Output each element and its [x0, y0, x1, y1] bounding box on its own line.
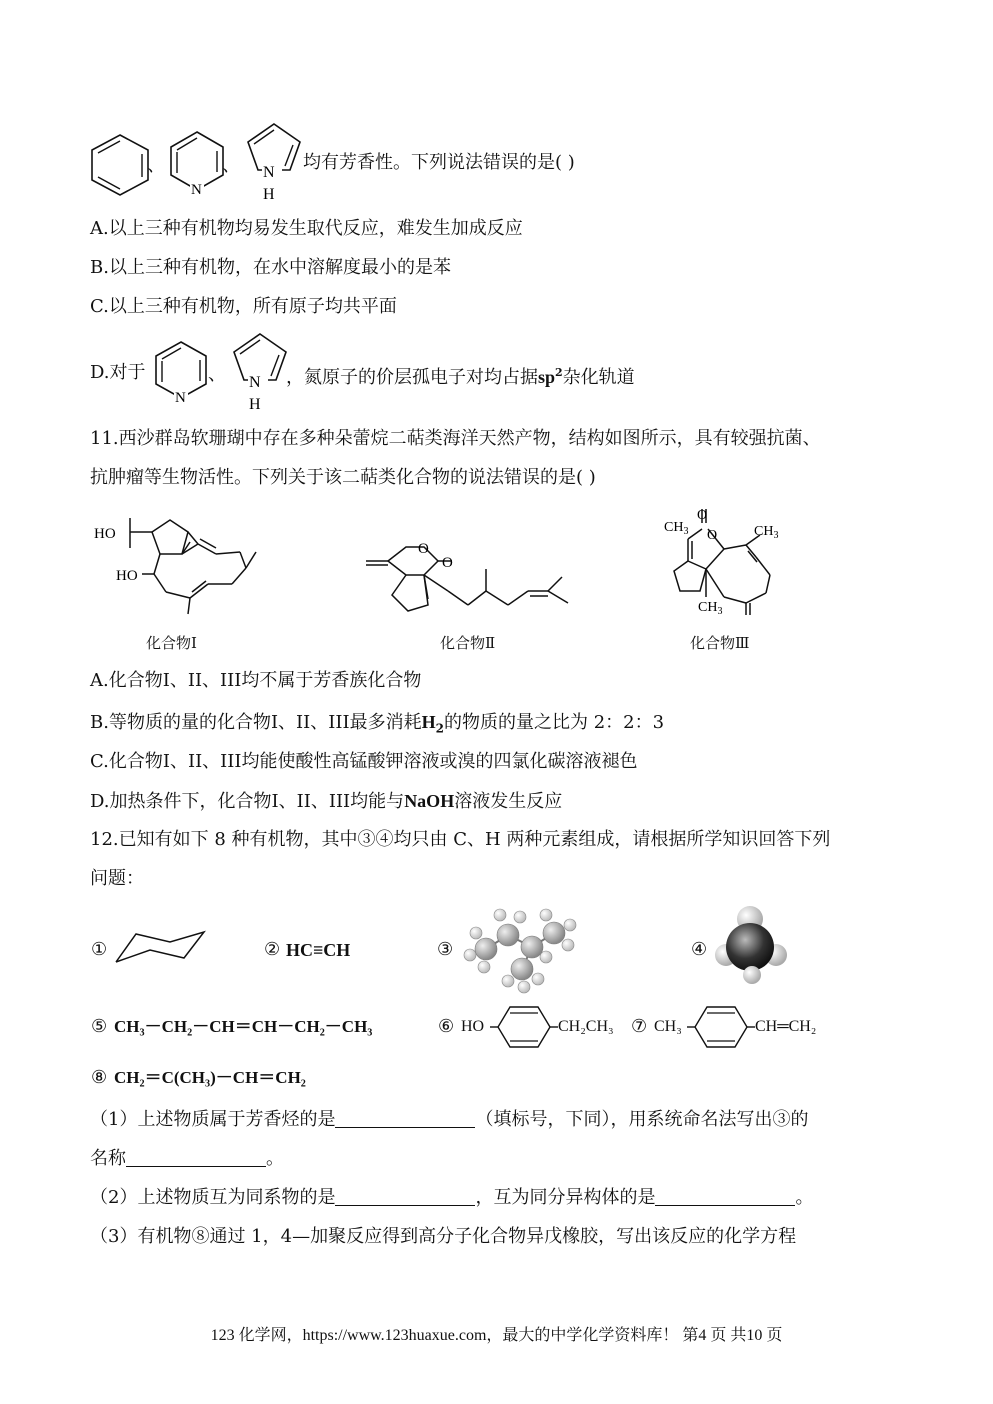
pyrrole-structure [244, 120, 306, 204]
ball-stick-model [462, 903, 580, 993]
q10-option-d-text-a: ，氮原子的价层孤电子对均占据 [286, 367, 538, 388]
item-1-number: ① [91, 939, 108, 960]
item-4-number: ④ [691, 939, 708, 960]
q12-sub2-text-b: ，互为同分异构体的是 [475, 1187, 656, 1208]
q12-stem-line2: 问题： [90, 868, 144, 889]
isoprene-formula: CH₂＝C(CH₃)－CH＝CH₂ [114, 1068, 306, 1087]
ethylphenol-ho: HO [461, 1018, 485, 1035]
compound-ii-o-carbonyl: O [442, 555, 453, 571]
q11-stem-line2: 抗肿瘤等生物活性。下列关于该二萜类化合物的说法错误的是( ) [90, 467, 596, 488]
compound-iii-ch3-b: CH [754, 524, 774, 539]
pyrrole-d-h-atom: H [249, 396, 261, 413]
compound-ii-label: 化合物Ⅱ [440, 634, 496, 652]
compound-i-ho-2: HO [116, 568, 138, 584]
sp-hybrid: sp [538, 367, 556, 387]
q10-option-c: C.以上三种有机物，所有原子均共平面 [90, 296, 397, 317]
compound-iii-o-carbonyl: O [697, 508, 708, 523]
compound-iii-structure [662, 505, 812, 620]
item-3-number: ③ [437, 939, 454, 960]
q11-option-b [90, 711, 664, 740]
item-5-number: ⑤ [91, 1016, 108, 1037]
h2-formula: H [421, 712, 436, 732]
compound-i-ho-1: HO [94, 526, 116, 542]
compound-ii-o-ring: O [418, 541, 429, 557]
item-2-number: ② [264, 939, 281, 960]
q11-stem-line1: 11.西沙群岛软珊瑚中存在多种朵蕾烷二萜类海洋天然产物，结构如图所示，具有较强抗菌、 [90, 428, 821, 449]
answer-blank-isomers[interactable] [655, 1187, 795, 1206]
methylstyrene-ch3: CH₃ [654, 1018, 682, 1035]
svg-text:CH3: $CH_3$ [664, 520, 689, 537]
space-filling-model [712, 903, 794, 985]
compound-iii-ch3-c: CH [698, 600, 718, 615]
q12-sub1-text-a: （1）上述物质属于芳香烃的是 [90, 1109, 336, 1130]
naoh-formula: NaOH [404, 791, 455, 811]
q11-option-d-text-b: 溶液发生反应 [454, 791, 563, 812]
sp-hybrid-sup: 2 [555, 366, 563, 379]
q10-option-d-text-b: 杂化轨道 [562, 367, 635, 388]
q11-option-d-text-a: D.加热条件下，化合物I、II、III均能与 [90, 791, 405, 812]
q10-sep1: 、 [147, 155, 165, 176]
item-7-number: ⑦ [631, 1016, 648, 1037]
q12-sub1-text-c: 名称 [90, 1148, 126, 1169]
q11-option-d [90, 790, 562, 813]
q12-sub1-line2 [90, 1148, 284, 1170]
pyridine-d-n-atom: N [175, 390, 186, 406]
q12-stem-line1: 12.已知有如下 8 种有机物，其中③④均只由 C、H 两种元素组成，请根据所学知识回答下列 [90, 829, 831, 850]
q10-sep2: 、 [222, 155, 240, 176]
compound-i-label: 化合物Ⅰ [146, 634, 197, 652]
q12-sub1-line1 [90, 1109, 808, 1131]
q12-sub3: （3）有机物⑧通过 1，4—加聚反应得到高分子化合物异戊橡胶，写出该反应的化学方程 [90, 1226, 797, 1247]
q12-sub2 [90, 1187, 813, 1209]
pyrrole-h-atom: H [263, 186, 275, 203]
h2-formula-sub: 2 [435, 721, 444, 736]
q10-option-a: A.以上三种有机物均易发生取代反应，难发生加成反应 [90, 218, 523, 239]
compound-iii-ch3-a: CH [664, 520, 684, 535]
q11-option-c: C.化合物I、II、III均能使酸性高锰酸钾溶液或溴的四氯化碳溶液褪色 [90, 751, 638, 772]
cyclohexane-chair [114, 928, 206, 966]
answer-blank-homologs[interactable] [335, 1187, 475, 1206]
svg-text:CH3: $CH_3$ [698, 600, 723, 617]
compound-iii-o-ring: O [707, 528, 718, 543]
item-6-number: ⑥ [438, 1016, 455, 1037]
q11-option-b-text-a: B.等物质的量的化合物I、II、III最多消耗 [90, 712, 422, 733]
answer-blank-name-3[interactable] [126, 1148, 266, 1167]
ethylphenol-ethyl: CH₂CH₃ [558, 1018, 614, 1035]
pyridine-n-atom: N [191, 182, 202, 198]
q12-sub1-text-b: （填标号，下同），用系统命名法写出③的 [475, 1109, 809, 1130]
q11-option-a: A.化合物I、II、III均不属于芳香族化合物 [90, 670, 422, 691]
pyridine-structure [167, 130, 227, 196]
acetylene-formula: HC≡CH [286, 940, 351, 960]
answer-blank-aromatic[interactable] [335, 1109, 475, 1128]
q10-stem: 均有芳香性。下列说法错误的是( ) [303, 152, 575, 173]
pyrrole-n-atom: N [263, 164, 275, 181]
q10-option-d-suffix [286, 362, 635, 389]
pyrrole-d-n-atom: N [249, 374, 261, 391]
benzene-ring-6 [490, 1005, 558, 1049]
page-footer: 123 化学网，https://www.123huaxue.com，最大的中学化学资料库！ 第4 页 共10 页 [210, 1327, 783, 1344]
pyridine-structure-d [152, 340, 210, 406]
q10-option-d-sep: 、 [208, 364, 226, 385]
pyrrole-structure-d [230, 330, 292, 414]
svg-text:CH3: $CH_3$ [754, 524, 779, 541]
compound-i-structure [90, 508, 280, 618]
q12-sub2-text-a: （2）上述物质互为同系物的是 [90, 1187, 336, 1208]
q11-option-b-text-b: 的物质的量之比为 2：2：3 [444, 712, 665, 733]
q10-option-d-prefix: D.对于 [90, 362, 146, 383]
q12-sub1-text-d: 。 [266, 1148, 284, 1169]
item-8-number: ⑧ [91, 1067, 108, 1088]
hex-3-ene-formula: CH₃－CH₂－CH＝CH－CH₂－CH₃ [114, 1017, 373, 1036]
methylstyrene-vinyl: CH═CH₂ [755, 1018, 817, 1035]
benzene-ring-7 [687, 1005, 755, 1049]
compound-iii-label: 化合物Ⅲ [690, 634, 750, 652]
compound-ii-structure [362, 525, 577, 617]
q12-sub2-text-c: 。 [795, 1187, 814, 1208]
q10-option-b: B.以上三种有机物，在水中溶解度最小的是苯 [90, 257, 451, 278]
